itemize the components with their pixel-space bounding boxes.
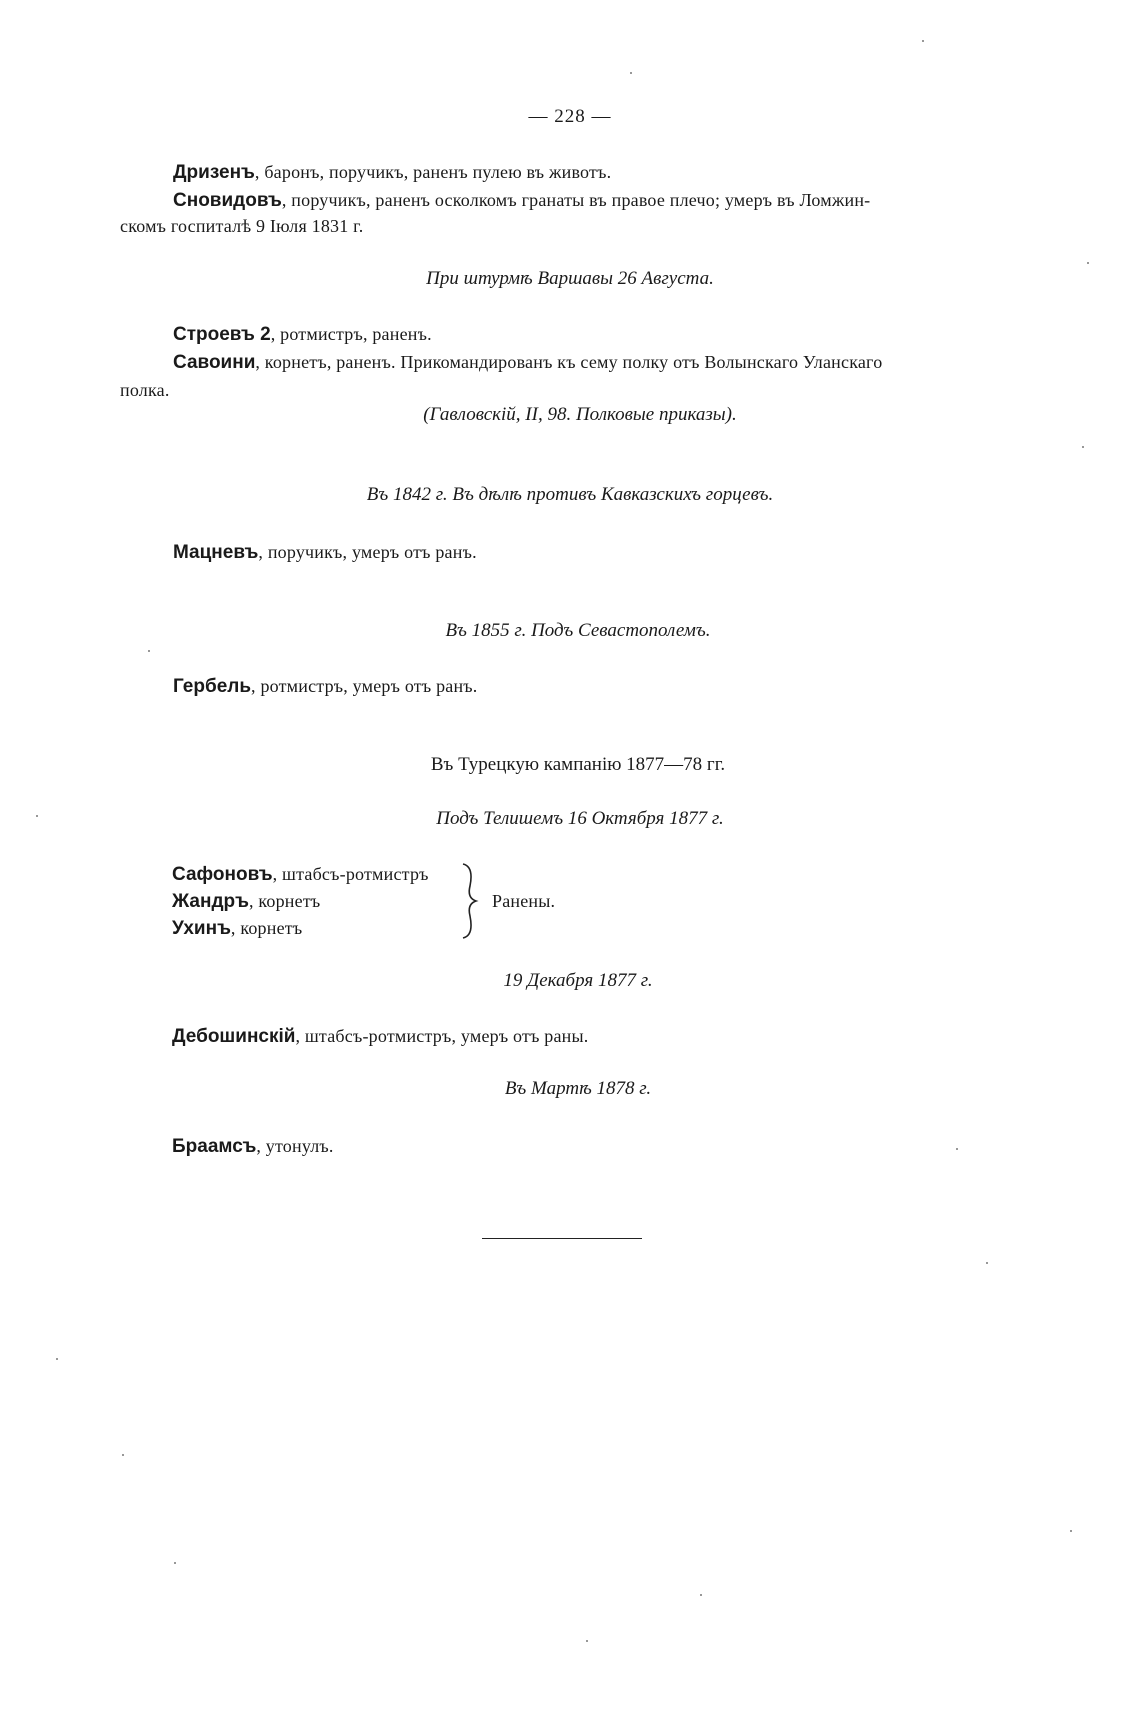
entry-text: , ротмистръ, умеръ отъ ранъ. <box>251 676 478 696</box>
entry-savoini <box>173 350 882 375</box>
entry-savoini-cont <box>120 378 170 403</box>
entry-snovidov <box>173 188 870 213</box>
scan-speck <box>922 40 924 42</box>
group-label <box>492 889 555 914</box>
scan-speck <box>956 1148 958 1150</box>
scan-speck <box>122 1454 124 1456</box>
entry-gerbel <box>173 674 478 699</box>
entry-name: Гербель <box>173 676 252 697</box>
section-heading-warsaw: При штурмѣ Варшавы 26 Августа. <box>426 268 714 289</box>
grouping-brace <box>458 862 482 940</box>
entry-name: Браамсъ <box>172 1136 257 1157</box>
section-heading-telish: Подъ Телишемъ 16 Октября 1877 г. <box>436 808 724 829</box>
scan-speck <box>174 1562 176 1564</box>
scan-speck <box>1087 262 1089 264</box>
scan-speck <box>148 650 150 652</box>
entry-text: , ротмистръ, раненъ. <box>270 324 432 344</box>
entry-text: , корнетъ <box>248 891 321 911</box>
entry-text: полка. <box>120 380 170 400</box>
section-heading-december: 19 Декабря 1877 г. <box>503 970 653 991</box>
entry-text: , поручикъ, умеръ отъ ранъ. <box>258 542 477 562</box>
entry-text: скомъ госпиталѣ 9 Іюля 1831 г. <box>120 216 364 236</box>
entry-name: Жандръ <box>172 891 249 912</box>
entry-drizen <box>173 160 611 185</box>
entry-text: , утонулъ. <box>256 1136 334 1156</box>
entry-name: Савоини <box>173 352 256 373</box>
entry-name: Дризенъ <box>173 162 255 183</box>
scan-speck <box>1082 446 1084 448</box>
page-number: — 228 — <box>528 106 612 127</box>
entry-text: , корнетъ <box>230 918 303 938</box>
entry-name: Строевъ 2 <box>173 324 271 345</box>
entry-zhandr <box>172 889 320 914</box>
scan-speck <box>630 72 632 74</box>
scan-speck <box>986 1262 988 1264</box>
scan-speck <box>586 1640 588 1642</box>
entry-ukhin <box>172 916 302 941</box>
entry-deboshinsky <box>172 1024 589 1049</box>
entry-text: , штабсъ-ротмистръ, умеръ отъ раны. <box>295 1026 589 1046</box>
entry-matsnev <box>173 540 477 565</box>
entry-braams <box>172 1134 334 1159</box>
entry-snovidov-cont <box>120 214 363 239</box>
group-label-text: Ранены. <box>492 891 556 911</box>
entry-name: Мацневъ <box>173 542 259 563</box>
entry-text: , корнетъ, раненъ. Прикомандированъ къ сему полку отъ Волынскаго Уланскаго <box>255 352 883 372</box>
entry-text: , штабсъ-ротмистръ <box>272 864 429 884</box>
scan-speck <box>36 815 38 817</box>
entry-stroev <box>173 322 432 347</box>
scan-speck <box>1070 1530 1072 1532</box>
entry-name: Ухинъ <box>172 918 231 939</box>
scan-speck <box>700 1594 702 1596</box>
entry-name: Дебошинскій <box>172 1026 296 1047</box>
section-heading-march: Въ Мартѣ 1878 г. <box>504 1078 652 1099</box>
entry-text: , поручикъ, раненъ осколкомъ гранаты въ правое плечо; умеръ въ Ломжин- <box>281 190 871 210</box>
entry-name: Сновидовъ <box>173 190 282 211</box>
scan-speck <box>56 1358 58 1360</box>
entry-text: , баронъ, поручикъ, раненъ пулею въ животъ. <box>254 162 612 182</box>
entry-name: Сафоновъ <box>172 864 273 885</box>
closing-rule <box>482 1238 642 1239</box>
section-heading-1842: Въ 1842 г. Въ дѣлѣ противъ Кавказскихъ горцевъ. <box>366 484 774 505</box>
section-heading-1855: Въ 1855 г. Подъ Севастополемъ. <box>445 620 711 641</box>
entry-safonov <box>172 862 429 887</box>
citation: (Гавловскій, II, 98. Полковые приказы). <box>423 404 737 425</box>
section-heading-turkish: Въ Турецкую кампанію 1877—78 гг. <box>430 754 726 775</box>
